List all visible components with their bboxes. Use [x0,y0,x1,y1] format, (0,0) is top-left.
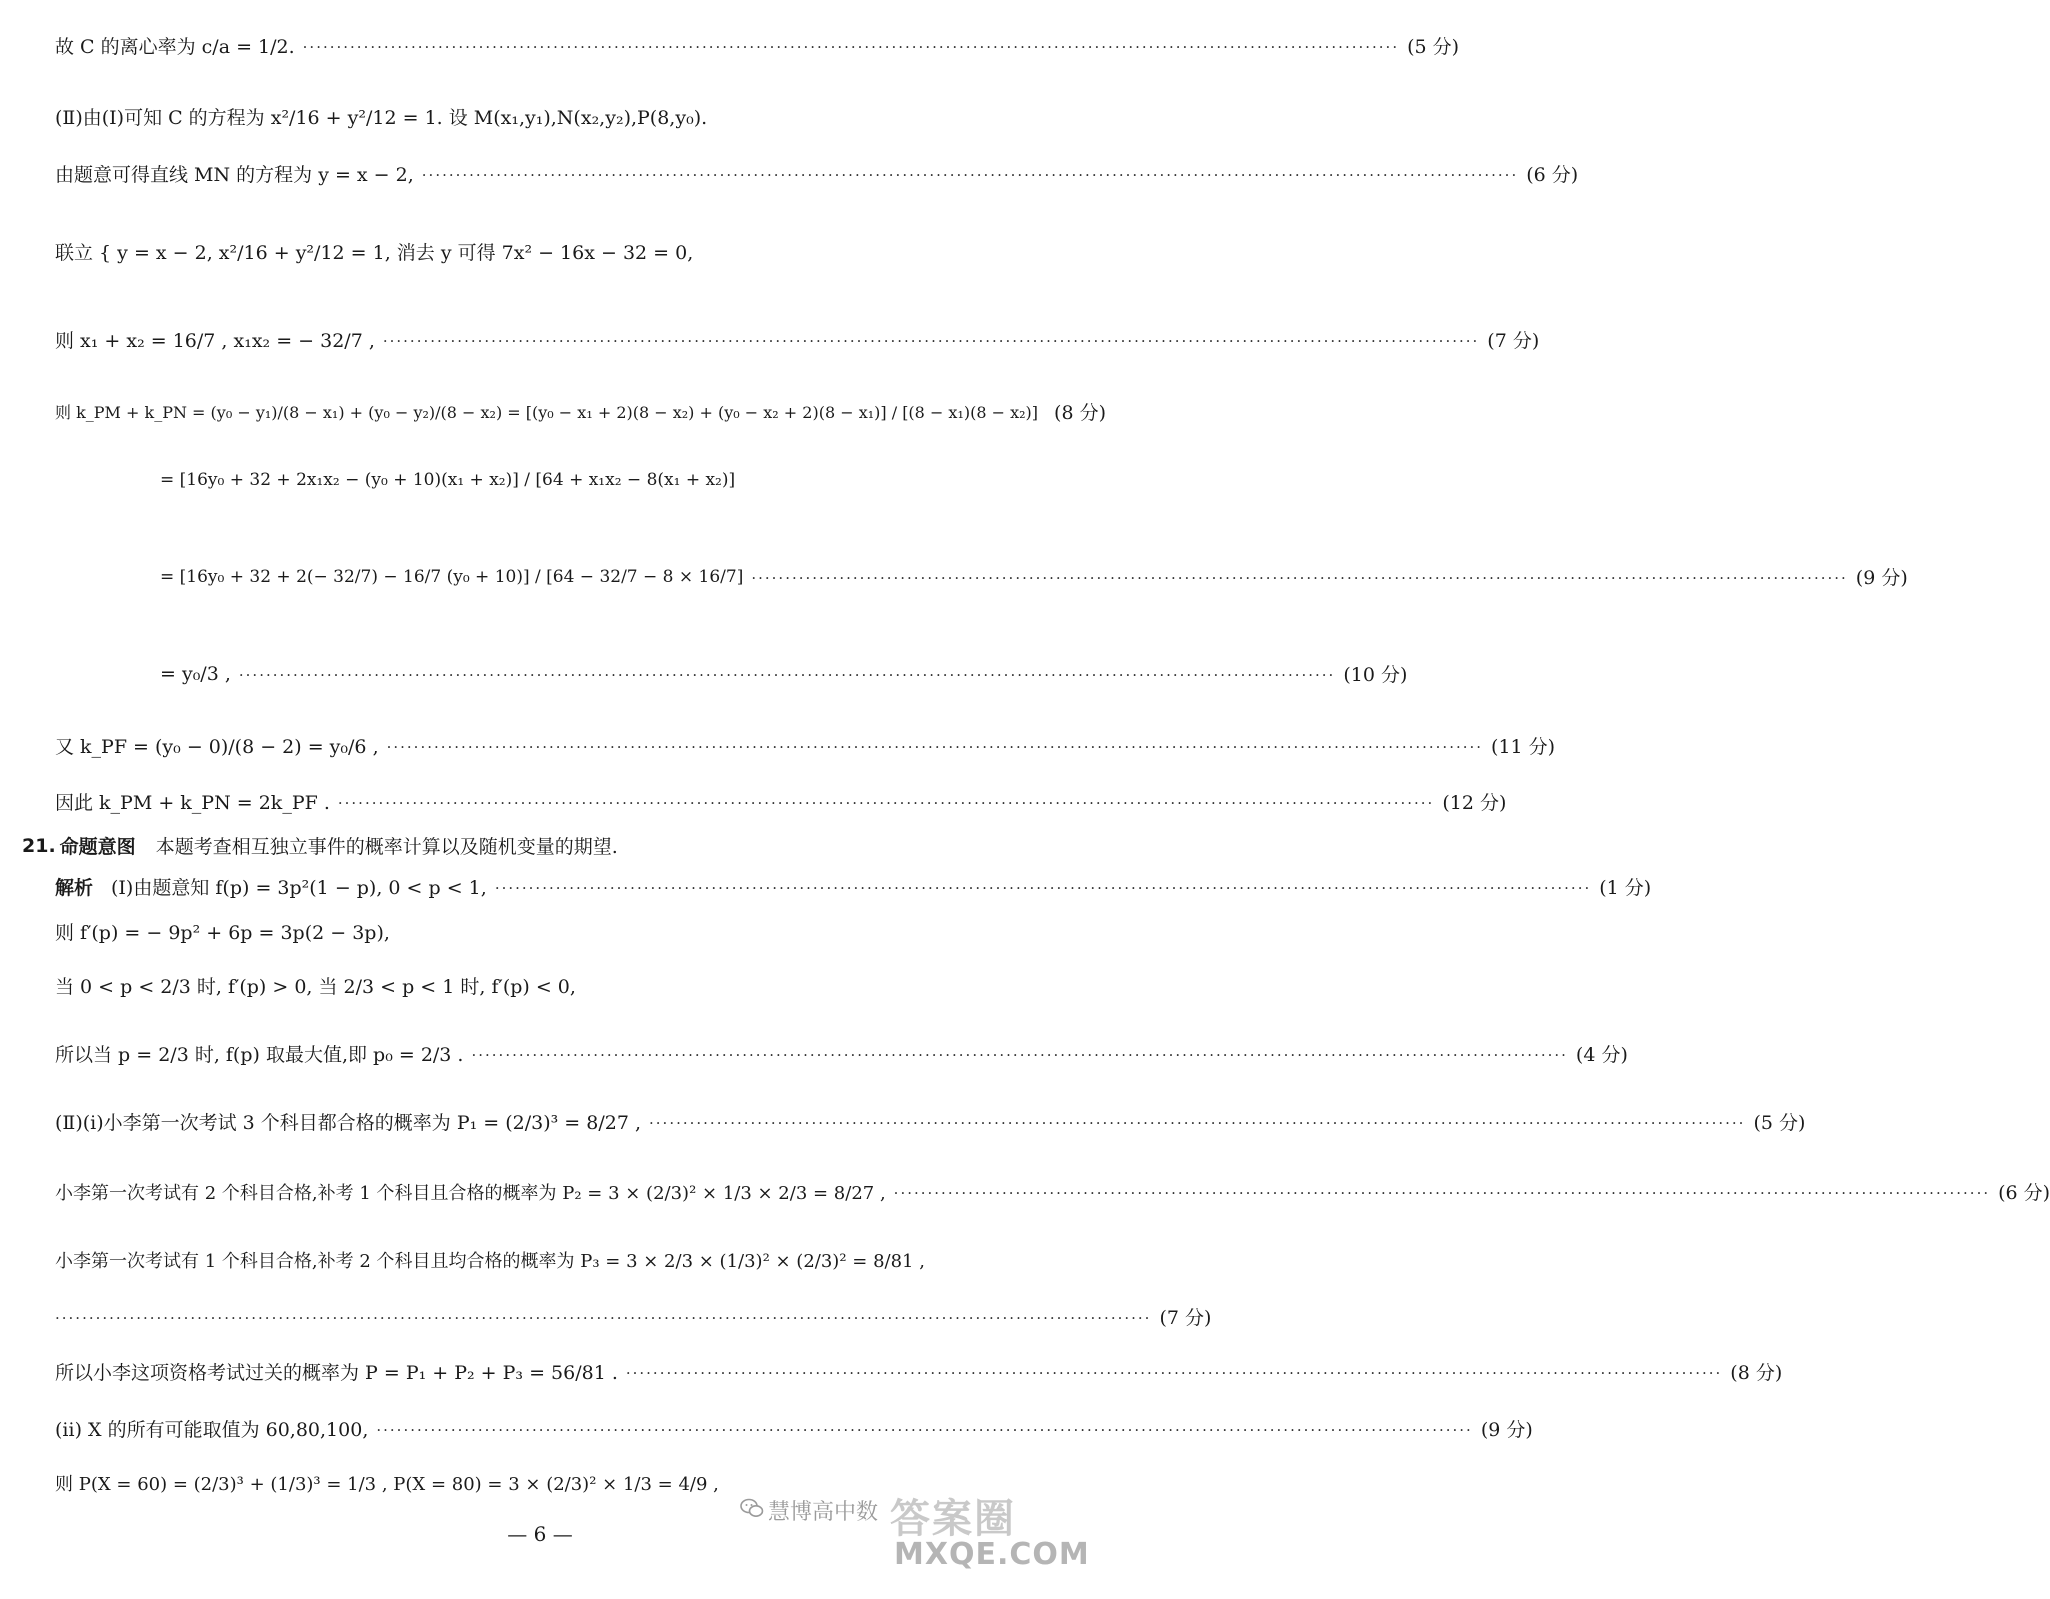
page-number: — 6 — [507,1522,573,1546]
leader-dots [471,1045,1567,1063]
line-monotonic: 当 0 < p < 2/3 时, f′(p) > 0, 当 2/3 < p < 1 时, f′(p) < 0, [55,976,576,998]
line-ellipse-equation: (Ⅱ)由(Ⅰ)可知 C 的方程为 x²/16 + y²/12 = 1. 设 M(x₁,y₁),N(x₂,y₂),P(8,y₀). [55,107,708,129]
line-p3: 小李第一次考试有 1 个科目合格,补考 2 个科目且均合格的概率为 P₃ = 3 × 2/3 × (1/3)² × (2/3)² = 8/81 , [55,1251,925,1272]
leader-dots [422,165,1518,183]
leader-dots [383,331,1479,349]
score-9: (9 分) [1855,567,1908,589]
line-p3-score [55,1303,1212,1330]
line-maximum: 所以当 p = 2/3 时, f(p) 取最大值,即 p₀ = 2/3 . ····· (4 分) [55,1040,1050,1067]
leader-dots [495,878,1591,896]
score-9b: (9 分) [1480,1419,1533,1441]
watermark-url: MXQE.COM [894,1537,1090,1572]
watermark-logo [890,1487,1090,1577]
line-x-values: (ⅱ) X 的所有可能取值为 60,80,100, ····· (9 分) [55,1415,1050,1442]
line-mn-equation: 由题意可得直线 MN 的方程为 y = x − 2, ····· (6 分) [55,160,1050,187]
line-slope-simplify: = [16y₀ + 32 + 2x₁x₂ − (y₀ + 10)(x₁ + x₂)] / [64 + x₁x₂ − 8(x₁ + x₂)] [160,470,736,490]
leader-dots [626,1363,1722,1381]
score-6b: (6 分) [1998,1182,2050,1204]
leader-dots [303,37,1399,55]
line-conclusion: 因此 k_PM + k_PN = 2k_PF . ····· (12 分) [55,788,1050,815]
question-number: 21. [22,834,56,857]
line-derivative: 则 f′(p) = − 9p² + 6p = 3p(2 − 3p), [55,922,390,944]
watermark-logo-text: 答案圈 [890,1496,1016,1542]
wechat-icon [740,1497,764,1519]
score-1: (1 分) [1599,877,1652,899]
score-7: (7 分) [1487,330,1540,352]
score-8b: (8 分) [1730,1362,1783,1384]
score-8: (8 分) [1054,402,1106,424]
leader-dots [894,1183,1990,1201]
leader-dots [649,1113,1745,1131]
score-10: (10 分) [1343,664,1408,686]
score-6: (6 分) [1526,164,1579,186]
line-p2: 小李第一次考试有 2 个科目合格,补考 1 个科目且合格的概率为 P₂ = 3 × (2/3)² × 1/3 × 2/3 = 8/27 , ····· (6 分) [55,1178,1050,1205]
question-21-header: 21. 命题意图 本题考查相互独立事件的概率计算以及随机变量的期望. [22,832,1050,859]
leader-dots [376,1420,1472,1438]
score-7b: (7 分) [1159,1307,1212,1329]
line-system: 联立 { y = x − 2, x²/16 + y²/12 = 1, 消去 y 可得 7x² − 16x − 32 = 0, [55,242,694,264]
line-vieta: 则 x₁ + x₂ = 16/7 , x₁x₂ = − 32/7 , ····· (7 分) [55,326,1050,353]
line-fp: 解析 (Ⅰ)由题意知 f(p) = 3p²(1 − p), 0 < p < 1, ····· (1 分) [55,873,1050,900]
score-12: (12 分) [1442,792,1507,814]
line-slope-sum: 则 k_PM + k_PN = (y₀ − y₁)/(8 − x₁) + (y₀ − y₂)/(8 − x₂) = [(y₀ − x₁ + 2)(8 − x₂) + (y₀ − x₂ + 2)(8 − x₁)] / [(8 − x₁)(8 − x₂)] (8 分) [55,398,1050,425]
analysis-label: 解析 [55,877,94,899]
watermark [740,1487,1090,1577]
line-eccentricity: 故 C 的离心率为 c/a = 1/2. ····· (5 分) [55,32,1050,59]
line-distribution: 则 P(X = 60) = (2/3)³ + (1/3)³ = 1/3 , P(X = 80) = 3 × (2/3)² × 1/3 = 4/9 , [55,1474,719,1495]
score-4: (4 分) [1575,1044,1628,1066]
line-pass-probability: 所以小李这项资格考试过关的概率为 P = P₁ + P₂ + P₃ = 56/81 . ····· (8 分) [55,1358,1050,1385]
leader-dots [239,665,1335,683]
leader-dots [387,737,1483,755]
score-5b: (5 分) [1753,1112,1806,1134]
line-slope-substitute: = [16y₀ + 32 + 2(− 32/7) − 16/7 (y₀ + 10)] / [64 − 32/7 − 8 × 16/7] ····· (9 分) [160,563,1050,590]
score-11: (11 分) [1491,736,1556,758]
leader-dots [55,1308,1151,1326]
leader-dots [338,793,1434,811]
intent-label: 命题意图 [59,836,136,858]
score-5: (5 分) [1407,36,1460,58]
watermark-source: 慧博高中数 [768,1500,879,1525]
line-kpf: 又 k_PF = (y₀ − 0)/(8 − 2) = y₀/6 , ····· (11 分) [55,732,1050,759]
line-slope-result: = y₀/3 , ····· (10 分) [160,660,1050,687]
line-p1: (Ⅱ)(ⅰ)小李第一次考试 3 个科目都合格的概率为 P₁ = (2/3)³ = 8/27 , ····· (5 分) [55,1108,1050,1135]
leader-dots [751,568,1847,586]
